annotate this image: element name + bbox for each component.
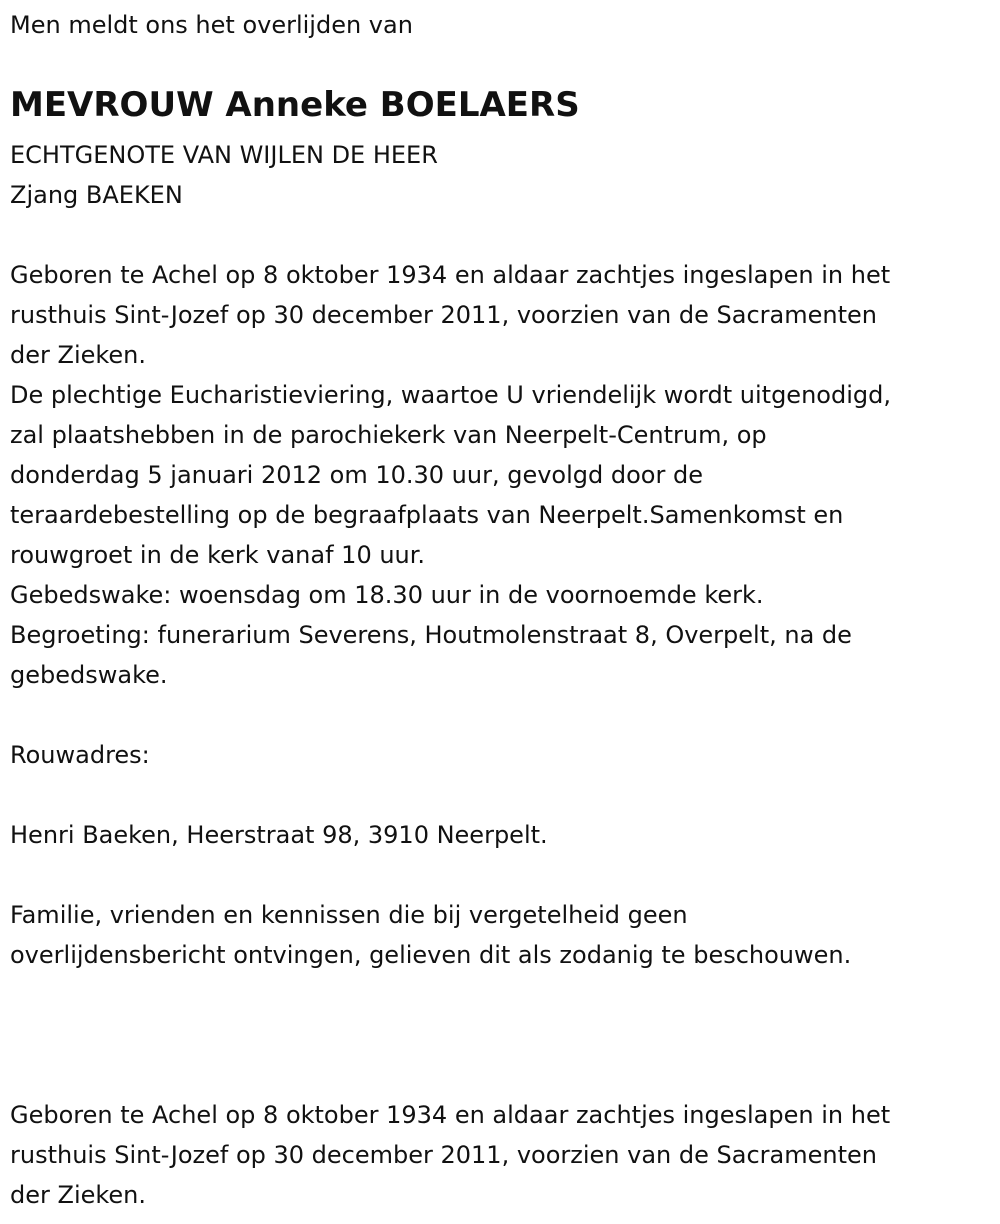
body-line: der Zieken.: [10, 341, 147, 369]
repeat-line: Geboren te Achel op 8 oktober 1934 en aldaar zachtjes ingeslapen in het: [10, 1101, 891, 1129]
subtitle-line: ECHTGENOTE VAN WIJLEN DE HEER: [10, 141, 438, 169]
body-line: Begroeting: funerarium Severens, Houtmolenstraat 8, Overpelt, na de: [10, 621, 852, 649]
notice-paragraph: [10, 895, 995, 975]
repeat-line: rusthuis Sint-Jozef op 30 december 2011, voorzien van de Sacramenten: [10, 1141, 877, 1169]
deceased-name: MEVROUW Anneke BOELAERS: [10, 85, 580, 125]
repeat-line: der Zieken.: [10, 1181, 147, 1209]
notice-line: overlijdensbericht ontvingen, gelieven dit als zodanig te beschouwen.: [10, 941, 852, 969]
body-line: Geboren te Achel op 8 oktober 1934 en aldaar zachtjes ingeslapen in het: [10, 261, 891, 289]
body-line: De plechtige Eucharistieviering, waartoe U vriendelijk wordt uitgenodigd,: [10, 381, 891, 409]
notice-line: Familie, vrienden en kennissen die bij vergetelheid geen: [10, 901, 688, 929]
body-line: teraardebestelling op de begraafplaats van Neerpelt.Samenkomst en: [10, 501, 844, 529]
death-notice: [10, 5, 995, 1215]
body-line: gebedswake.: [10, 661, 168, 689]
body-line: donderdag 5 januari 2012 om 10.30 uur, gevolgd door de: [10, 461, 703, 489]
repeat-paragraph: [10, 1095, 995, 1215]
body-line: rusthuis Sint-Jozef op 30 december 2011, voorzien van de Sacramenten: [10, 301, 877, 329]
body-line: Gebedswake: woensdag om 18.30 uur in de voornoemde kerk.: [10, 581, 764, 609]
body-line: rouwgroet in de kerk vanaf 10 uur.: [10, 541, 426, 569]
address-label: Rouwadres:: [10, 741, 150, 769]
address: Henri Baeken, Heerstraat 98, 3910 Neerpelt.: [10, 821, 548, 849]
body-paragraph: [10, 255, 995, 695]
body-line: zal plaatshebben in de parochiekerk van Neerpelt-Centrum, op: [10, 421, 767, 449]
intro-text: Men meldt ons het overlijden van: [10, 11, 413, 39]
spouse-name: Zjang BAEKEN: [10, 181, 183, 209]
